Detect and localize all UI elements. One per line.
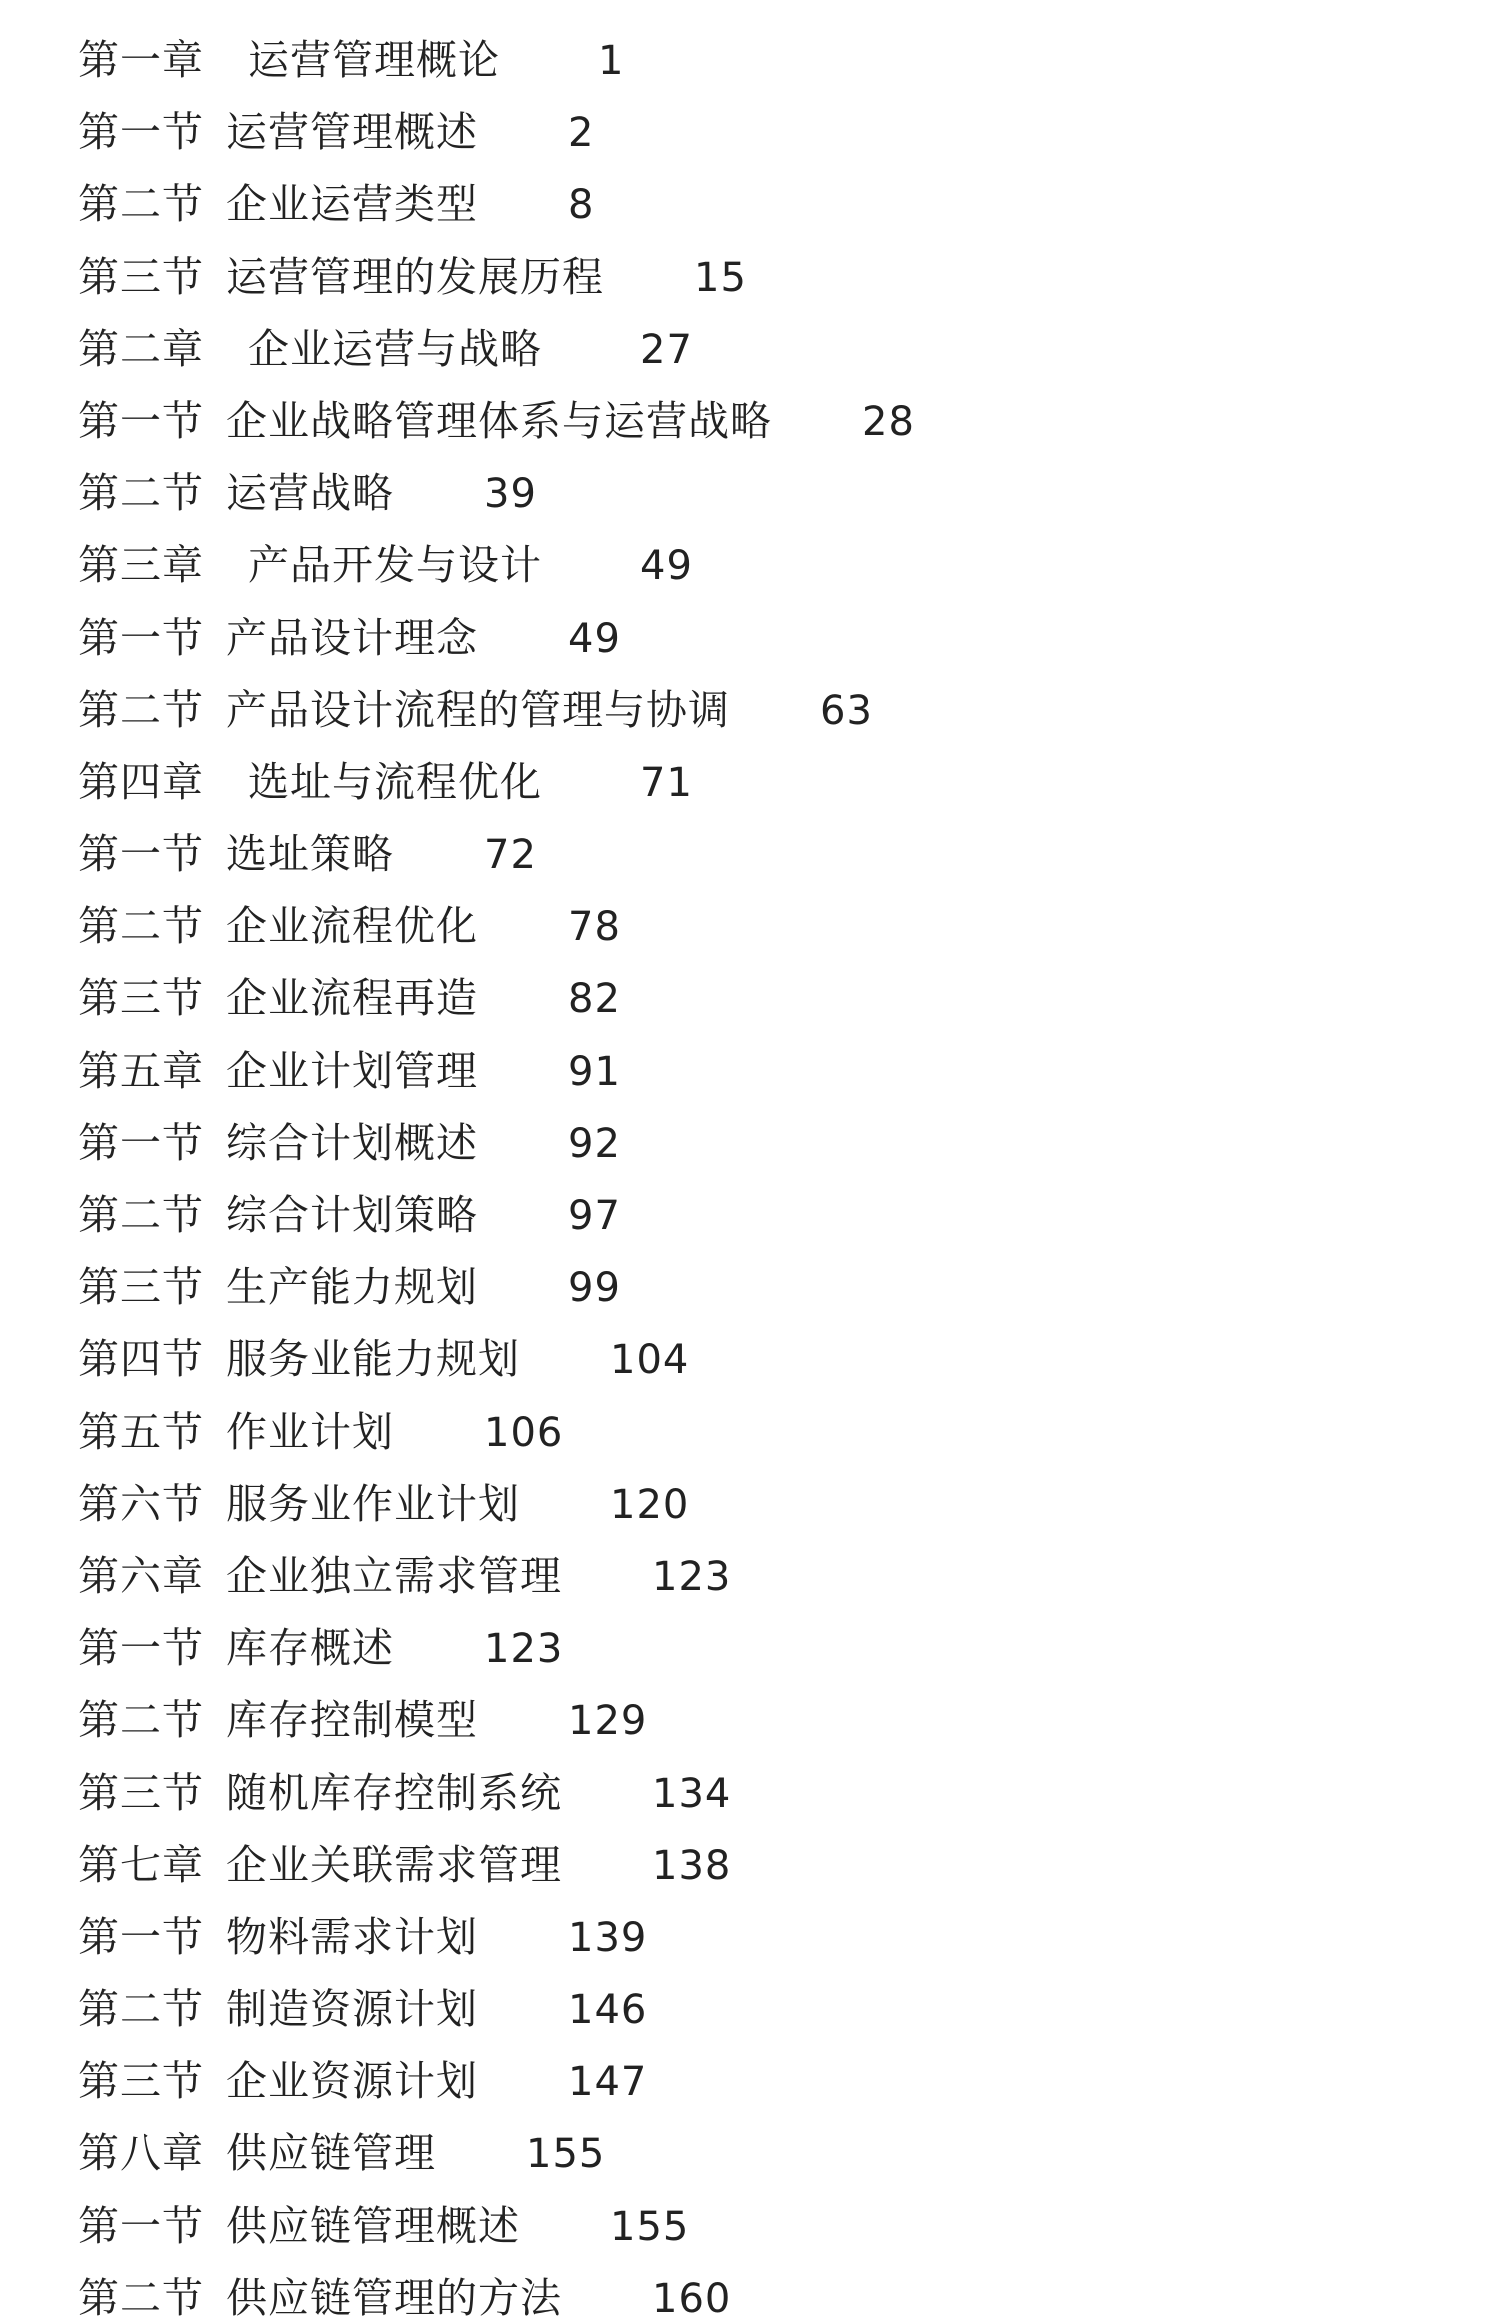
toc-entry-title: 生产能力规划 — [226, 1263, 478, 1312]
toc-entry-number: 第一章 — [78, 36, 204, 84]
toc-entry-number: 第二节 — [78, 1191, 204, 1239]
toc-entry-title: 库存控制模型 — [226, 1696, 478, 1745]
toc-entry-number: 第三节 — [78, 1263, 204, 1312]
toc-entry-page-number: 104 — [610, 1337, 690, 1384]
toc-entry-page-number: 155 — [610, 2203, 690, 2250]
toc-entry-number: 第三节 — [78, 252, 204, 301]
toc-entry-number: 第二节 — [78, 902, 204, 951]
toc-entry-title: 运营管理的发展历程 — [226, 252, 604, 301]
toc-entry-number: 第二节 — [78, 469, 204, 518]
toc-entry-title: 企业计划管理 — [226, 1046, 478, 1095]
toc-entry-number: 第三章 — [78, 541, 204, 590]
toc-entry-page-number: 8 — [568, 182, 595, 229]
toc-entry-page-number: 91 — [568, 1048, 621, 1095]
toc-entry-page-number: 147 — [568, 2059, 648, 2106]
toc-entry[interactable] — [78, 1335, 1458, 1407]
toc-entry-page-number: 134 — [652, 1770, 732, 1817]
toc-entry[interactable] — [78, 2057, 1458, 2129]
toc-entry-title: 综合计划策略 — [226, 1191, 478, 1239]
toc-entry-title: 选址策略 — [226, 830, 394, 879]
toc-entry-page-number: 138 — [652, 1842, 732, 1889]
toc-entry-page-number: 146 — [568, 1987, 648, 2034]
toc-entry[interactable] — [78, 1191, 1458, 1263]
toc-entry-page-number: 106 — [484, 1409, 564, 1456]
toc-entry-title: 企业运营与战略 — [248, 324, 542, 373]
toc-entry[interactable] — [78, 36, 1458, 108]
toc-entry-title: 服务业作业计划 — [226, 1479, 520, 1528]
toc-entry[interactable] — [78, 1552, 1458, 1624]
toc-entry-title: 作业计划 — [226, 1407, 394, 1456]
toc-entry-page-number: 1 — [598, 38, 625, 84]
toc-entry-page-number: 63 — [820, 687, 873, 734]
toc-entry-number: 第七章 — [78, 1840, 204, 1889]
toc-entry-title: 运营战略 — [226, 469, 394, 518]
toc-entry[interactable] — [78, 325, 1458, 397]
toc-entry-page-number: 155 — [526, 2131, 606, 2178]
toc-entry-number: 第五章 — [78, 1046, 204, 1095]
toc-entry-page-number: 92 — [568, 1120, 621, 1167]
toc-entry-title: 产品设计流程的管理与协调 — [226, 685, 730, 734]
toc-entry-number: 第六章 — [78, 1551, 204, 1600]
toc-entry-page-number: 27 — [640, 326, 693, 373]
toc-entry-number: 第一节 — [78, 830, 204, 879]
toc-entry[interactable] — [78, 1769, 1458, 1841]
toc-entry[interactable] — [78, 1263, 1458, 1335]
toc-entry-number: 第一节 — [78, 396, 204, 445]
toc-entry-page-number: 120 — [610, 1481, 690, 1528]
toc-entry-page-number: 28 — [862, 398, 915, 445]
toc-entry[interactable] — [78, 1624, 1458, 1696]
toc-entry[interactable] — [78, 1480, 1458, 1552]
toc-entry-title: 企业关联需求管理 — [226, 1840, 562, 1889]
toc-entry[interactable] — [78, 902, 1458, 974]
toc-entry-title: 企业运营类型 — [226, 180, 478, 229]
toc-entry-number: 第一节 — [78, 613, 204, 662]
toc-entry-number: 第一节 — [78, 2201, 204, 2250]
toc-entry-number: 第四章 — [78, 757, 204, 806]
toc-entry-title: 企业资源计划 — [226, 2057, 478, 2106]
toc-entry[interactable] — [78, 614, 1458, 686]
toc-entry[interactable] — [78, 1408, 1458, 1480]
toc-entry-number: 第一节 — [78, 1912, 204, 1961]
toc-entry-number: 第二节 — [78, 1985, 204, 2034]
toc-entry-number: 第二节 — [78, 1696, 204, 1745]
toc-entry-number: 第六节 — [78, 1479, 204, 1528]
toc-entry-number: 第一节 — [78, 108, 204, 157]
toc-entry-number: 第八章 — [78, 2129, 204, 2178]
toc-entry-title: 服务业能力规划 — [226, 1335, 520, 1384]
toc-entry[interactable] — [78, 2129, 1458, 2201]
toc-entry[interactable] — [78, 2202, 1458, 2274]
toc-entry[interactable] — [78, 253, 1458, 325]
toc-entry-title: 库存概述 — [226, 1624, 394, 1673]
toc-entry-title: 产品开发与设计 — [248, 541, 542, 590]
toc-entry-number: 第一节 — [78, 1118, 204, 1167]
toc-entry-page-number: 2 — [568, 110, 595, 157]
toc-entry-page-number: 97 — [568, 1193, 621, 1239]
toc-entry-page-number: 129 — [568, 1698, 648, 1745]
toc-entry-title: 选址与流程优化 — [248, 757, 542, 806]
toc-entry-title: 物料需求计划 — [226, 1912, 478, 1961]
toc-entry-number: 第二节 — [78, 2273, 204, 2322]
toc-entry-number: 第四节 — [78, 1335, 204, 1384]
toc-entry[interactable] — [78, 1119, 1458, 1191]
toc-entry[interactable] — [78, 1985, 1458, 2057]
toc-entry[interactable] — [78, 974, 1458, 1046]
toc-entry[interactable] — [78, 541, 1458, 613]
toc-entry-title: 企业流程优化 — [226, 902, 478, 951]
toc-entry-page-number: 123 — [484, 1626, 564, 1673]
toc-entry-title: 制造资源计划 — [226, 1985, 478, 2034]
toc-entry[interactable] — [78, 108, 1458, 180]
toc-entry[interactable] — [78, 1841, 1458, 1913]
toc-entry-title: 运营管理概论 — [248, 36, 500, 84]
toc-entry-page-number: 49 — [640, 543, 693, 590]
toc-entry-page-number: 123 — [652, 1553, 732, 1600]
toc-entry-title: 随机库存控制系统 — [226, 1768, 562, 1817]
toc-entry-title: 综合计划概述 — [226, 1118, 478, 1167]
toc-entry-number: 第三节 — [78, 974, 204, 1023]
toc-entry-page-number: 99 — [568, 1265, 621, 1312]
toc-entry[interactable] — [78, 1913, 1458, 1985]
toc-entry-page-number: 15 — [694, 254, 747, 301]
toc-entry-title: 运营管理概述 — [226, 108, 478, 157]
toc-entry[interactable] — [78, 469, 1458, 541]
toc-entry-number: 第二章 — [78, 324, 204, 373]
toc-entry[interactable] — [78, 180, 1458, 252]
toc-entry-title: 企业独立需求管理 — [226, 1551, 562, 1600]
toc-entry-title: 产品设计理念 — [226, 613, 478, 662]
toc-entry-title: 供应链管理的方法 — [226, 2273, 562, 2322]
toc-entry-page-number: 71 — [640, 759, 693, 806]
toc-entry-title: 企业流程再造 — [226, 974, 478, 1023]
toc-entry-number: 第三节 — [78, 2057, 204, 2106]
toc-entry[interactable] — [78, 397, 1458, 469]
toc-entry[interactable] — [78, 2274, 1458, 2322]
toc-entry[interactable] — [78, 830, 1458, 902]
toc-entry-page-number: 139 — [568, 1914, 648, 1961]
toc-entry-number: 第二节 — [78, 180, 204, 229]
toc-entry[interactable] — [78, 1696, 1458, 1768]
toc-entry-number: 第一节 — [78, 1624, 204, 1673]
table-of-contents — [78, 36, 1458, 2322]
toc-entry[interactable] — [78, 686, 1458, 758]
toc-entry-title: 供应链管理 — [226, 2129, 436, 2178]
toc-entry-title: 供应链管理概述 — [226, 2201, 520, 2250]
toc-entry-number: 第二节 — [78, 685, 204, 734]
toc-entry-page-number: 82 — [568, 976, 621, 1023]
toc-entry[interactable] — [78, 1047, 1458, 1119]
toc-entry-page-number: 39 — [484, 471, 537, 518]
toc-entry[interactable] — [78, 758, 1458, 830]
toc-entry-page-number: 72 — [484, 832, 537, 879]
toc-entry-page-number: 160 — [652, 2275, 732, 2322]
toc-entry-title: 企业战略管理体系与运营战略 — [226, 396, 772, 445]
toc-entry-number: 第五节 — [78, 1407, 204, 1456]
toc-entry-number: 第三节 — [78, 1768, 204, 1817]
toc-entry-page-number: 78 — [568, 904, 621, 951]
toc-entry-page-number: 49 — [568, 615, 621, 662]
